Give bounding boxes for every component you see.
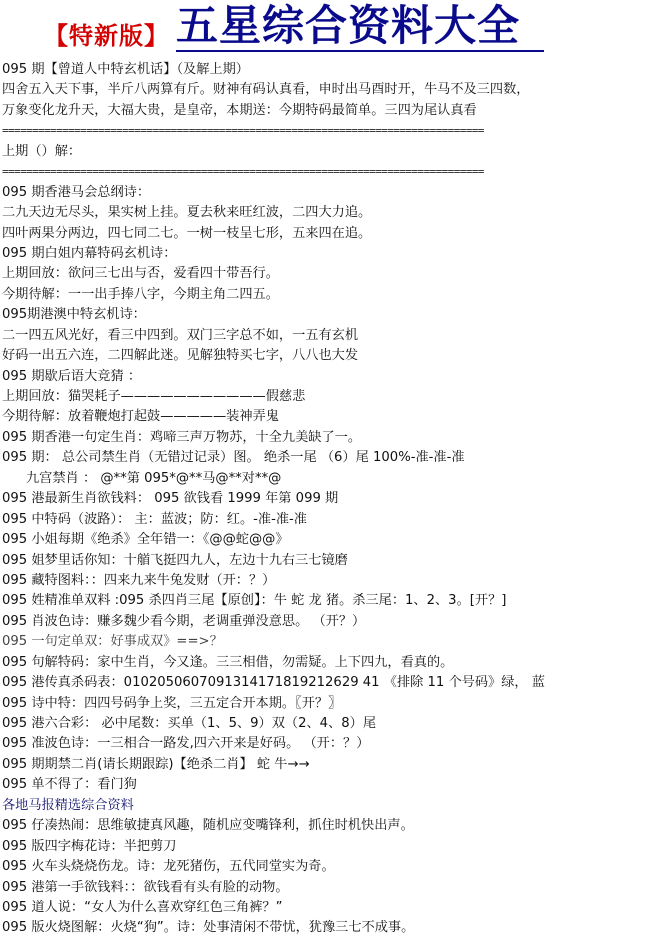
text-line: 095 期香港马会总纲诗：: [2, 184, 151, 200]
text-line: 095 道人说：“女人为什么喜欢穿红色三角裤？”: [2, 899, 283, 915]
text-line: 今期待解：放着鞭炮打起鼓—————装神弄鬼: [2, 409, 279, 425]
text-line: 095 姐梦里话你知：十艏飞挺四九人，左边十九右三七镜磨: [2, 552, 348, 568]
text-line: 095 版火烧图解：火烧“狗”。诗：处事清闲不带忧，犹豫三七不成事。: [2, 920, 415, 936]
text-line: 095 期白姐内幕特码玄机诗：: [2, 245, 177, 261]
text-line: 二九天边无尽头，果实树上挂。夏去秋来旺红波，二四大力追。: [2, 205, 372, 221]
text-line: 095 期香港一句定生肖：鸡啼三声万物苏，十全九美缺了一。: [2, 429, 362, 445]
text-line: 095 港第一手欲钱料：：欲钱看有头有脸的动物。: [2, 879, 289, 895]
text-line: 095 版四字梅花诗：半把剪刀: [2, 838, 177, 854]
text-line: 095 港传真杀码表：0102050607091314171819212629 41 《排除 11 个号码》绿， 蓝: [2, 675, 545, 691]
text-line: 095 小姐每期《绝杀》全年错一：《@@蛇@@》: [2, 532, 289, 548]
text-line: 095 单不得了：看门狗: [2, 777, 137, 793]
text-line: 095 诗中特：四四号码争上奖，三五定合开本期。〖开？〗: [2, 695, 342, 711]
text-line: 上期（）解：: [2, 143, 82, 159]
text-line: 095 期【曾道人中特玄机话】（及解上期）: [2, 62, 249, 77]
text-line: 095 姓精准单双料 :095 杀四肖三尾【原创】：牛 蛇 龙 猪。杀三尾：1、2、3。[开？]: [2, 593, 507, 609]
text-line: 二一四五风光好，看三中四到。双门三字总不如，一五有玄机: [2, 327, 359, 343]
text-line: 095 港六合彩： 必中尾数：买单（1、5、9）双（2、4、8）尾: [2, 716, 377, 731]
document-header: [0, 0, 667, 56]
text-line: 095期港澳中特玄机诗：: [2, 307, 146, 323]
text-line: 095 港最新生肖欲钱料： 095 欲钱看 1999 年第 099 期: [2, 491, 339, 507]
text-line: 095 准波色诗：一三相合一路发,四六开来是好码。 （开：？）: [2, 736, 370, 752]
text-line: 095 火车头烧烧伤龙。诗：龙死猪伤，五代同堂实为奇。: [2, 859, 335, 875]
section-heading: 各地马报精选综合资料: [2, 797, 134, 813]
text-line: 095 期期禁二肖(请长期跟踪)【绝杀二肖】 蛇 牛→→: [2, 756, 310, 772]
text-line: 好码一出五六连，二四解此迷。见解独特买七字，八八也大发: [2, 348, 359, 364]
document-title: 五星综合资料大全: [176, 1, 521, 50]
text-line: 上期回放：猫哭耗子———————————假慈悲: [2, 389, 306, 404]
separator-line: ================================================================================: [2, 165, 484, 179]
text-line: 095 藏特图料：：四来九来牛兔发财（开：？）: [2, 572, 276, 588]
text-line: 今期待解：一一出手捧八字，今期主角二四五。: [2, 286, 279, 302]
text-line: 四叶两果分两边，四七同二七。一树一枝呈七形，五来四在追。: [2, 225, 372, 241]
text-line: 095 肖波色诗：赚多魏少看今期，老调重弹没意思。 （开？）: [2, 613, 366, 629]
text-line: 上期回放：欲问三七出与否，爱看四十带吾行。: [2, 266, 279, 282]
text-line: 四舍五入天下事，半斤八两算有斤。财神有码认真看，申时出马酉时开，牛马不及三四数，: [2, 82, 530, 98]
text-line: 095 中特码（波路）： 主：蓝波；防：红。-准-准-准: [2, 511, 307, 527]
text-line: 万象变化龙升天，大福大贵，是皇帝，本期送：今期特码最简单。三四为尾认真看: [2, 102, 477, 118]
text-line: 095 仔凑热闹：思维敏捷真风趣，随机应变嘴锋利，抓住时机快出声。: [2, 818, 414, 834]
text-line: 095 期歇后语大竞猜 ：: [2, 368, 142, 384]
document-body: [0, 60, 667, 939]
text-line: 九宫禁肖 ： @**第 095*@**马@**对**@: [26, 470, 282, 486]
text-line: 095 期： 总公司禁生肖（无错过记录）图。 绝杀一尾 （6）尾 100%-准-准-准: [2, 450, 465, 466]
text-line: 095 句解特码：家中生肖，今又逢。三三相借，勿需疑。上下四九，看真的。: [2, 654, 454, 670]
separator-line: ================================================================================: [2, 124, 484, 138]
edition-badge: 【特新版】: [44, 21, 169, 50]
title-underline: [176, 50, 544, 52]
text-line: 095 一句定单双：好事成双》==>？: [2, 634, 223, 650]
